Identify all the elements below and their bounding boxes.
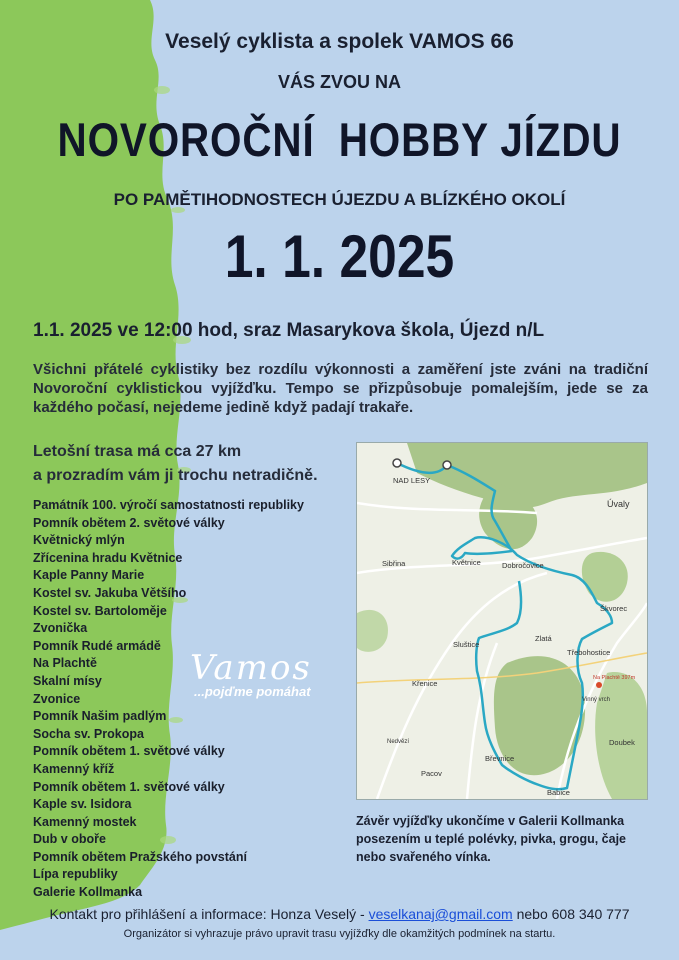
logo-tagline: ...pojďme pomáhat xyxy=(194,684,311,699)
place-item: Pomník obětem 1. světové války xyxy=(33,779,225,794)
place-item: Galerie Kollmanka xyxy=(33,885,143,900)
invites-heading: VÁS ZVOU NA xyxy=(277,72,401,92)
route-teaser: a prozradím vám ji trochu netradičně. xyxy=(33,467,318,484)
route-length: Letošní trasa má cca 27 km xyxy=(33,443,242,460)
map-label-kvetnice: Květnice xyxy=(452,558,481,567)
contact-email-link[interactable]: veselkanaj@gmail.com xyxy=(368,906,513,922)
map-label-zlata: Zlatá xyxy=(535,634,552,643)
map-label-dobrocovice: Dobročovice xyxy=(502,561,544,570)
place-item: Květnický mlýn xyxy=(33,533,125,548)
place-item: Zvonice xyxy=(33,691,81,706)
place-item: Na Plachtě xyxy=(33,656,97,671)
place-item: Památník 100. výročí samostatnosti republiky xyxy=(33,498,304,512)
map-label-krenice: Křenice xyxy=(412,679,438,688)
place-item: Kaple Panny Marie xyxy=(33,568,145,583)
map-label-babice: Babice xyxy=(547,788,570,797)
map-label-nedvezi: Nedvězí xyxy=(387,739,410,745)
ending-note: Závěr vyjížďky ukončíme v Galerii Kollmanka posezením u teplé polévky, pivka, grogu, čaje nebo svařeného vínka. xyxy=(356,814,626,864)
place-item: Pomník Rudé armádě xyxy=(33,638,161,653)
map-label-slustice: Sluštice xyxy=(453,640,480,649)
place-item: Skalní mísy xyxy=(33,673,102,688)
map-label-uvaly: Úvaly xyxy=(607,499,630,509)
place-item: Pomník obětem 2. světové války xyxy=(33,515,225,530)
organizer-heading: Veselý cyklista a spolek VAMOS 66 xyxy=(165,30,514,53)
event-date: 1. 1. 2025 xyxy=(224,223,455,290)
place-item: Dub v oboře xyxy=(33,832,106,847)
place-item: Kostel sv. Jakuba Většího xyxy=(33,585,187,600)
place-item: Kostel sv. Bartoloměje xyxy=(33,603,167,618)
place-item: Kaple sv. Isidora xyxy=(33,797,132,812)
vamos-logo xyxy=(190,648,312,699)
event-subtitle: PO PAMĚTIHODNOSTECH ÚJEZDU A BLÍZKÉHO OKOLÍ xyxy=(113,190,566,209)
map-label-vinny-vrch: Vinný vrch xyxy=(582,697,610,703)
place-item: Socha sv. Prokopa xyxy=(33,726,144,741)
map-label-doubek: Doubek xyxy=(609,738,635,747)
route-map xyxy=(356,442,648,800)
place-item: Pomník obětem 1. světové války xyxy=(33,744,225,759)
map-label-trebohostice: Třebohostice xyxy=(567,648,611,657)
map-label-brevnice: Břevnice xyxy=(485,754,515,763)
place-item: Zvonička xyxy=(33,621,88,636)
contact-phone: nebo 608 340 777 xyxy=(512,906,630,922)
meeting-info: 1.1. 2025 ve 12:00 hod, sraz Masarykova škola, Újezd n/L xyxy=(33,320,545,341)
map-label-nad-lesy: NAD LESY xyxy=(393,476,431,485)
map-label-sibrina: Sibřina xyxy=(382,559,406,568)
map-label-pacov: Pacov xyxy=(421,769,442,778)
place-item: Zřícenina hradu Květnice xyxy=(33,550,183,565)
place-item: Lípa republiky xyxy=(33,867,118,882)
contact-line xyxy=(0,906,679,922)
place-item: Pomník obětem Pražského povstání xyxy=(33,849,247,864)
route-intro xyxy=(33,440,318,488)
map-label-na-plachte: Na Plachtě 397m xyxy=(593,675,636,681)
place-item: Kamenný mostek xyxy=(33,814,137,829)
place-item: Pomník Našim padlým xyxy=(33,709,167,724)
contact-prefix: Kontakt pro přihlášení a informace: Honza Veselý - xyxy=(49,906,369,922)
intro-paragraph: Všichni přátelé cyklistiky bez rozdílu výkonnosti a zaměření jste zváni na tradiční Novoroční cyklistickou vyjížďku. Tempo se přizpůsobuje pomalejším, jede se za každého počasí, nejedeme jedině když padají trakaře. xyxy=(33,361,648,416)
place-item: Kamenný kříž xyxy=(33,761,115,776)
logo-wordmark: Vamos xyxy=(190,648,312,688)
places-list xyxy=(33,497,304,902)
event-title: NOVOROČNÍ HOBBY JÍZDU xyxy=(57,113,622,166)
map-label-skvorec: Škvorec xyxy=(600,604,628,613)
disclaimer: Organizátor si vyhrazuje právo upravit trasu vyjížďky dle okamžitých podmínek na startu. xyxy=(123,928,556,940)
